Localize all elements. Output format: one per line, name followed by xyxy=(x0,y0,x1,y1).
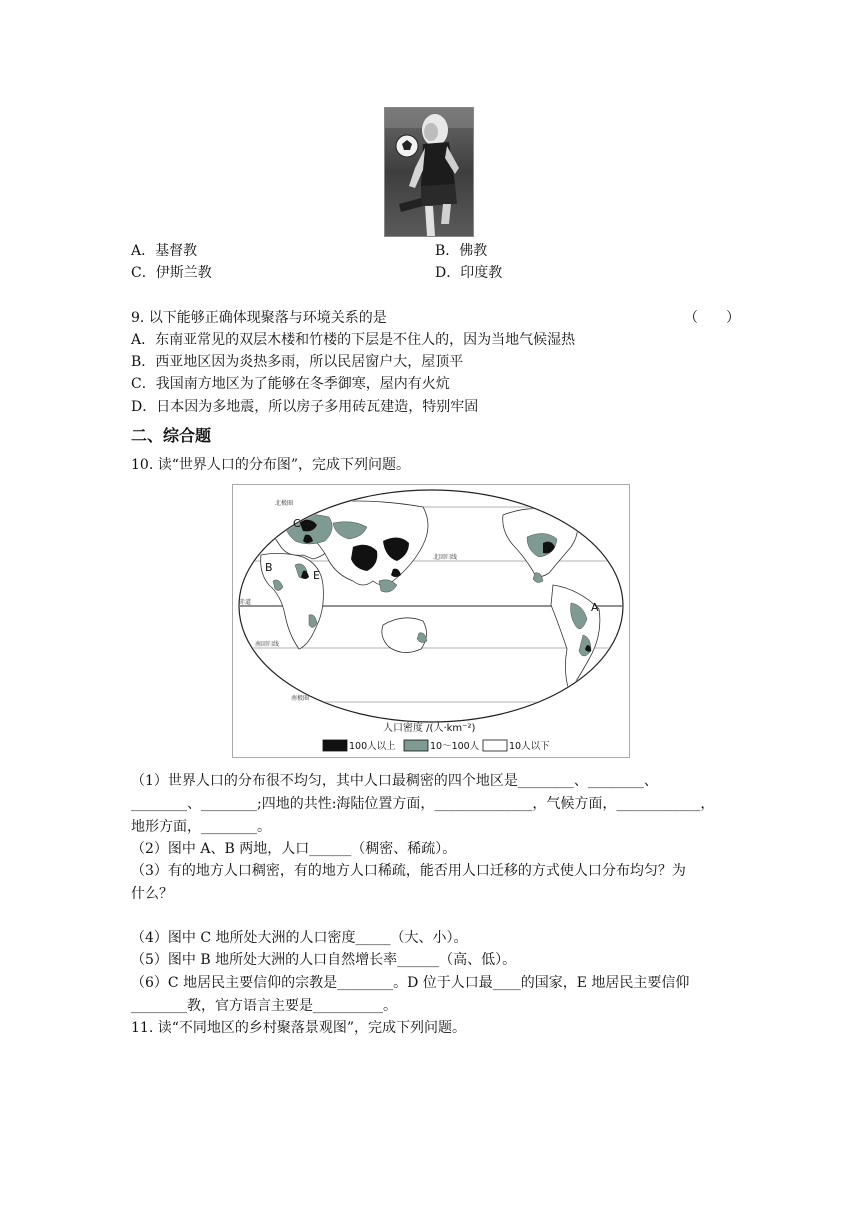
q9-option-b: B．西亚地区因为炎热多雨，所以民居窗户大，屋顶平 xyxy=(131,354,464,370)
map-label-c: C xyxy=(293,517,301,530)
q10-part-5: （5）图中 B 地所处大洲的人口自然增长率______（高、低）。 xyxy=(131,952,517,968)
soccer-player-photo xyxy=(384,107,474,237)
q9-option-c: C．我国南方地区为了能够在冬季御寒，屋内有火炕 xyxy=(131,376,450,392)
map-label-tropic-cancer: 北回归线 xyxy=(433,554,458,561)
q8-option-d: D．印度教 xyxy=(435,265,503,281)
map-label-tropic-capricorn: 南回归线 xyxy=(255,641,280,648)
q9-option-d: D．日本因为多地震，所以房子多用砖瓦建造，特别牢固 xyxy=(131,399,479,415)
q10-part-6-line-1: （6）C 地居民主要信仰的宗教是________。D 位于人口最____的国家，E 地居民主要信仰 xyxy=(131,975,690,991)
q10-part-3-line-1: （3）有的地方人口稠密，有的地方人口稀疏，能否用人口迁移的方式使人口分布均匀？为 xyxy=(131,863,686,879)
q8-option-c: C．伊斯兰教 xyxy=(131,265,212,281)
legend-swatch-sparse xyxy=(483,740,507,751)
map-label-antarctic-circle: 南极圈 xyxy=(291,695,310,702)
q10-part-1-line-2: ________、________;四地的共性:海陆位置方面，______________，气候方面，____________， xyxy=(131,796,715,812)
legend-title: 人口密度 /(人·km⁻²) xyxy=(383,723,476,734)
legend-label-sparse: 10人以下 xyxy=(509,741,550,752)
map-label-a: A xyxy=(591,601,599,614)
q10-part-3-line-2: 什么？ xyxy=(131,886,173,902)
q10-stem: 10. 读“世界人口的分布图”，完成下列问题。 xyxy=(131,457,411,473)
map-label-equator: 赤道 xyxy=(239,599,252,606)
legend-label-medium: 10～100人 xyxy=(430,741,480,752)
map-label-b: B xyxy=(265,561,273,574)
q10-part-1-line-1: （1）世界人口的分布很不均匀，其中人口最稠密的四个地区是________、________、 xyxy=(131,773,658,789)
q8-option-b: B．佛教 xyxy=(435,243,488,259)
q10-part-6-line-2: ________教，官方语言主要是__________。 xyxy=(131,998,397,1014)
q10-part-1-line-3: 地形方面，________。 xyxy=(131,819,271,835)
q8-option-a: A．基督教 xyxy=(131,243,198,259)
map-svg xyxy=(233,485,629,757)
legend-swatch-medium xyxy=(404,740,428,751)
q10-part-4: （4）图中 C 地所处大洲的人口密度_____（大、小）。 xyxy=(131,930,468,946)
world-population-map xyxy=(232,484,630,758)
map-label-arctic-circle: 北极圈 xyxy=(275,500,294,507)
q11-stem: 11. 读“不同地区的乡村聚落景观图”，完成下列问题。 xyxy=(131,1020,467,1036)
photo-illustration xyxy=(385,108,473,236)
q10-part-2: （2）图中 A、B 两地，人口______（稠密、稀疏）。 xyxy=(131,841,457,857)
q9-stem: 9. 以下能够正确体现聚落与环境关系的是 xyxy=(131,310,387,326)
q9-answer-paren: （ ） xyxy=(684,310,740,326)
section-title: 二、综合题 xyxy=(131,426,212,445)
legend-label-dense: 100人以上 xyxy=(349,741,396,752)
map-label-d: D xyxy=(367,547,376,560)
q9-option-a: A．东南亚常见的双层木楼和竹楼的下层是不住人的，因为当地气候湿热 xyxy=(131,332,576,348)
legend-swatch-dense xyxy=(323,740,347,751)
map-label-e: E xyxy=(313,569,320,582)
